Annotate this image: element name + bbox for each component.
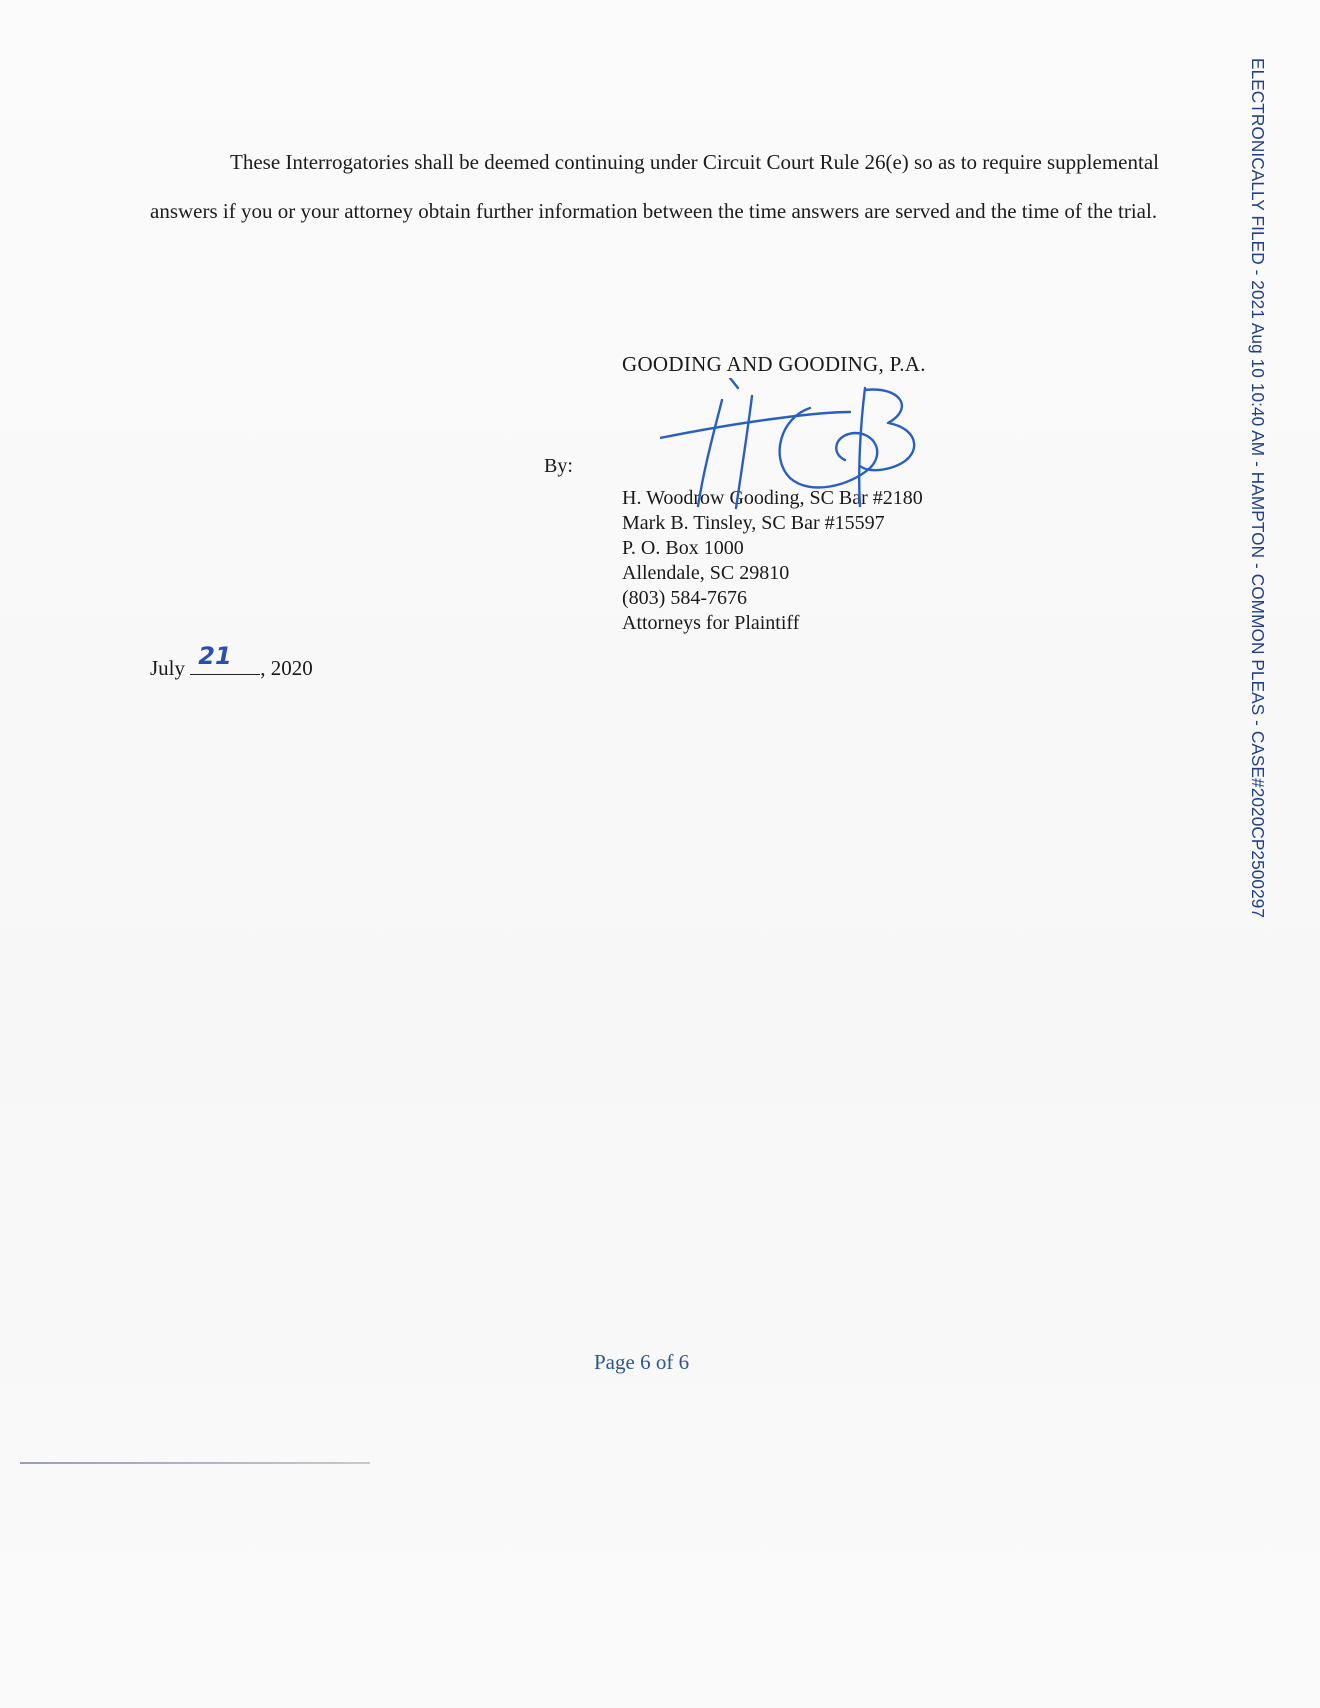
attorney-line-2: Mark B. Tinsley, SC Bar #15597 — [622, 512, 885, 534]
address-line-2: Allendale, SC 29810 — [622, 562, 790, 584]
role-line: Attorneys for Plaintiff — [622, 612, 800, 634]
body-paragraph: These Interrogatories shall be deemed continuing under Circuit Court Rule 26(e) so as to require supplemental answers if you or your attorney obtain further information between the time answers are served and the time of the trial. — [150, 150, 1159, 223]
page-number-footer: Page 6 of 6 — [594, 1350, 690, 1374]
handwritten-signature — [660, 378, 980, 518]
attorney-line-1: H. Woodrow Gooding, SC Bar #2180 — [622, 487, 923, 509]
date-month: July — [150, 656, 186, 680]
firm-name: GOODING AND GOODING, P.A. — [622, 352, 926, 376]
date-year: , 2020 — [260, 656, 313, 680]
electronic-filing-stamp: ELECTRONICALLY FILED - 2021 Aug 10 10:40 AM - HAMPTON - COMMON PLEAS - CASE#2020CP2500297 — [1248, 58, 1268, 919]
scan-divider-line — [20, 1462, 370, 1464]
date-day-blank — [190, 642, 260, 675]
phone-line: (803) 584-7676 — [622, 587, 747, 609]
date-line — [150, 642, 313, 681]
address-line-1: P. O. Box 1000 — [622, 537, 744, 559]
by-label: By: — [544, 455, 573, 477]
date-day-handwritten: 21 — [198, 642, 232, 670]
